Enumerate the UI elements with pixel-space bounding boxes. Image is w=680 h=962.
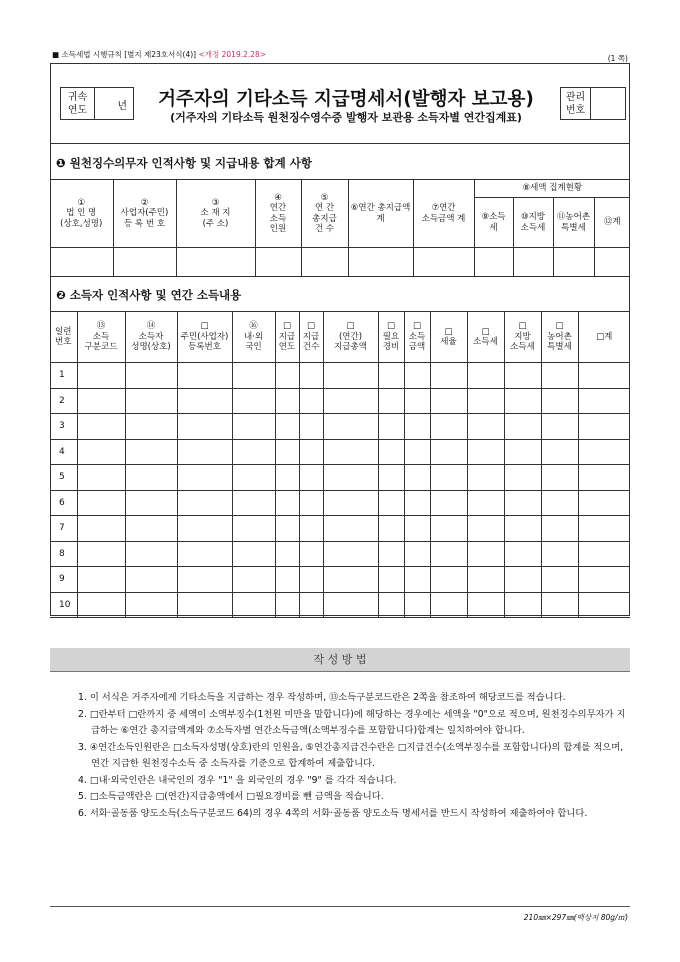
income-col-header-line: ⑯ <box>249 321 258 332</box>
instruction-item: 1. 이 서식은 거주자에게 기타소득을 지급하는 경우 작성하며, ⑬소득구분코드란은 2쪽을 참조하여 해당코드를 적습니다. <box>78 692 566 703</box>
income-entry-cell[interactable] <box>467 414 504 440</box>
income-col-header-line: ⑭ <box>146 321 156 332</box>
income-entry-cell[interactable] <box>125 414 177 440</box>
income-col-header-line: (연간) <box>338 331 363 342</box>
row-number: 1 <box>50 363 77 389</box>
col-tax-total: ⑫계 <box>594 198 630 248</box>
income-col-header-line: □ <box>306 321 316 332</box>
address-cell[interactable] <box>176 248 255 277</box>
instruction-item: 5. □소득금액란은 □(연간)지급총액에서 □필요경비를 뺀 금액을 적습니다. <box>78 791 384 802</box>
income-entry-cell[interactable] <box>430 490 467 516</box>
income-entry-cell[interactable] <box>232 465 275 491</box>
col-local-tax: ⑩지방 소득세 <box>513 198 553 248</box>
col-total-income: ⑦연간 소득금액 계 <box>413 180 474 248</box>
income-entry-cell[interactable] <box>541 541 578 567</box>
income-entry-cell[interactable] <box>177 567 232 593</box>
income-entry-cell[interactable] <box>504 516 541 542</box>
income-entry-cell[interactable] <box>467 567 504 593</box>
income-entry-cell[interactable] <box>541 465 578 491</box>
income-entry-cell[interactable] <box>404 541 430 567</box>
income-entry-cell[interactable] <box>125 388 177 414</box>
income-entry-cell[interactable] <box>378 490 404 516</box>
income-entry-cell[interactable] <box>467 490 504 516</box>
income-entry-cell[interactable] <box>578 592 630 618</box>
income-entry-cell[interactable] <box>232 541 275 567</box>
income-entry-cell[interactable] <box>430 414 467 440</box>
income-entry-cell[interactable] <box>177 592 232 618</box>
income-entry-cell[interactable] <box>299 567 323 593</box>
income-col-header-line: 소득 <box>408 331 426 342</box>
income-col-header-line: 구분코드 <box>84 342 118 353</box>
income-col-header <box>378 312 404 363</box>
income-col-header <box>125 312 177 363</box>
income-entry-cell[interactable] <box>404 439 430 465</box>
income-col-header <box>404 312 430 363</box>
income-entry-cell[interactable] <box>467 465 504 491</box>
income-entry-cell[interactable] <box>467 516 504 542</box>
income-entry-cell[interactable] <box>177 388 232 414</box>
income-col-header-line: □ <box>412 321 422 332</box>
income-entry-cell[interactable] <box>177 439 232 465</box>
income-entry-cell[interactable] <box>578 541 630 567</box>
income-entry-cell[interactable] <box>467 388 504 414</box>
total-income-cell[interactable] <box>413 248 474 277</box>
income-col-header-line: □ <box>444 326 453 337</box>
income-entry-cell[interactable] <box>541 490 578 516</box>
annual-earners-cell[interactable] <box>255 248 301 277</box>
income-col-header <box>430 312 467 363</box>
income-entry-cell[interactable] <box>232 592 275 618</box>
income-entry-cell[interactable] <box>323 567 378 593</box>
income-entry-cell[interactable] <box>125 490 177 516</box>
income-entry-cell[interactable] <box>177 490 232 516</box>
income-col-header-line: 번호 <box>55 337 72 347</box>
income-entry-cell[interactable] <box>541 516 578 542</box>
income-entry-cell[interactable] <box>177 363 232 389</box>
income-col-header-line: 내·외 <box>243 331 264 342</box>
form-reference-text: ■ 소득세법 시행규칙 [별지 제23호서식(4)] <box>52 50 197 59</box>
income-entry-cell[interactable] <box>177 414 232 440</box>
income-entry-cell[interactable] <box>578 363 630 389</box>
income-entry-cell[interactable] <box>299 516 323 542</box>
tax-total-cell[interactable] <box>594 248 630 277</box>
income-entry-cell[interactable] <box>378 567 404 593</box>
income-entry-cell[interactable] <box>404 516 430 542</box>
instruction-item: 3. ④연간소득인원란은 □소득자성명(상호)란의 인원을, ⑤연간총지급건수란은 □지급건수(소액부징수를 포함합니다)의 합계를 적으며, 연간 지급한 원천징수소득 중 소득자를 기준으로 합계하여 제출합니다. <box>78 741 624 769</box>
income-entry-cell[interactable] <box>578 567 630 593</box>
income-entry-cell[interactable] <box>378 592 404 618</box>
income-entry-cell[interactable] <box>430 567 467 593</box>
income-entry-cell[interactable] <box>430 592 467 618</box>
income-col-header-line: 필요 <box>382 331 400 342</box>
income-entry-cell[interactable] <box>275 490 299 516</box>
income-col-header-line: 연도 <box>278 342 296 353</box>
instructions-list <box>78 690 630 822</box>
income-entry-cell[interactable] <box>232 439 275 465</box>
col-total-paid: ⑥연간 총지급액 계 <box>348 180 413 248</box>
income-col-header-line: 등록번호 <box>188 342 221 353</box>
income-entry-cell[interactable] <box>299 465 323 491</box>
income-entry-cell[interactable] <box>77 363 125 389</box>
income-col-header <box>467 312 504 363</box>
income-entry-cell[interactable] <box>404 465 430 491</box>
income-entry-cell[interactable] <box>504 490 541 516</box>
col-annual-earners: ④ 연간 소득 인원 <box>255 180 301 248</box>
title-block <box>50 63 630 144</box>
col-company-name: ① 법 인 명 (상호,성명) <box>50 180 113 248</box>
income-entry-cell[interactable] <box>504 414 541 440</box>
income-col-header <box>77 312 125 363</box>
income-entry-cell[interactable] <box>77 414 125 440</box>
income-entry-cell[interactable] <box>504 567 541 593</box>
income-entry-cell[interactable] <box>177 465 232 491</box>
table-row <box>50 592 630 618</box>
income-col-header <box>578 312 630 363</box>
section2-title: ❷ 소득자 인적사항 및 연간 소득내용 <box>56 288 242 302</box>
income-col-header <box>323 312 378 363</box>
instructions-heading: 작 성 방 법 <box>313 653 367 666</box>
tax-summary-group: ⑧세액 집계현황 <box>474 180 630 198</box>
col-business-number: ② 사업자(주민) 등 록 번 호 <box>113 180 176 248</box>
income-entry-cell[interactable] <box>299 388 323 414</box>
income-entry-cell[interactable] <box>77 388 125 414</box>
income-entry-cell[interactable] <box>378 363 404 389</box>
income-col-header <box>299 312 323 363</box>
income-entry-cell[interactable] <box>77 490 125 516</box>
income-entry-cell[interactable] <box>299 592 323 618</box>
table-row <box>50 388 630 414</box>
income-entry-cell[interactable] <box>275 516 299 542</box>
annual-payments-cell[interactable] <box>301 248 348 277</box>
income-entry-cell[interactable] <box>323 465 378 491</box>
income-entry-cell[interactable] <box>430 516 467 542</box>
amend-date: <개정 2019.2.28> <box>198 50 267 59</box>
mgmt-number-box <box>560 87 626 120</box>
income-col-header-line: ⑬ <box>96 321 106 332</box>
income-col-header-line: 경비 <box>382 342 400 353</box>
income-entry-cell[interactable] <box>77 439 125 465</box>
income-entry-cell[interactable] <box>323 490 378 516</box>
income-col-header <box>504 312 541 363</box>
income-entry-cell[interactable] <box>77 516 125 542</box>
income-entry-cell[interactable] <box>275 541 299 567</box>
year-box <box>60 87 134 120</box>
income-col-header-line: 지급총액 <box>334 342 367 353</box>
col-rural-tax: ⑪농어촌 특별세 <box>553 198 594 248</box>
col-annual-payments: ⑤ 연 간 총지급 건 수 <box>301 180 348 248</box>
income-entry-cell[interactable] <box>378 414 404 440</box>
income-col-header <box>50 312 77 363</box>
income-entry-cell[interactable] <box>232 363 275 389</box>
income-col-header <box>275 312 299 363</box>
income-col-header-line: 주민(사업자) <box>180 331 229 342</box>
income-entry-cell[interactable] <box>323 388 378 414</box>
year-label-2: 연도 <box>67 105 88 116</box>
income-entry-cell[interactable] <box>404 567 430 593</box>
income-entry-cell[interactable] <box>378 388 404 414</box>
income-tax-cell[interactable] <box>474 248 513 277</box>
income-entry-cell[interactable] <box>378 465 404 491</box>
income-entry-cell[interactable] <box>232 388 275 414</box>
income-entry-cell[interactable] <box>404 490 430 516</box>
income-entry-cell[interactable] <box>275 388 299 414</box>
income-entry-cell[interactable] <box>323 516 378 542</box>
income-col-header-line: 건수 <box>302 342 320 353</box>
local-tax-cell[interactable] <box>513 248 553 277</box>
income-col-header-line: 소득자 <box>138 331 164 342</box>
income-col-header-line: □ <box>481 326 490 337</box>
income-entry-cell[interactable] <box>430 363 467 389</box>
income-col-header-line: □ <box>518 321 527 332</box>
income-col-header-line: 소득 <box>92 331 110 342</box>
business-number-cell[interactable] <box>113 248 176 277</box>
income-entry-cell[interactable] <box>232 490 275 516</box>
income-entry-cell[interactable] <box>299 490 323 516</box>
income-entry-cell[interactable] <box>232 516 275 542</box>
table-row <box>50 516 630 542</box>
instruction-item: 2. □란부터 □란까지 중 세액이 소액부징수(1천원 미만을 말합니다)에 해당하는 경우에는 세액을 "0"으로 적으며, 원천징수의무자가 지급하는 ⑥연간 총지급액계와 ⑦소득자별 연간소득금액(소액부징수를 포함합니다)합계는 일치하여야 합니다. <box>78 708 626 736</box>
income-entry-cell[interactable] <box>275 414 299 440</box>
row-number: 9 <box>50 567 77 593</box>
income-entry-cell[interactable] <box>125 465 177 491</box>
income-entry-cell[interactable] <box>541 439 578 465</box>
withholder-summary-table <box>50 179 630 277</box>
income-entry-cell[interactable] <box>177 516 232 542</box>
income-entry-cell[interactable] <box>504 541 541 567</box>
col-income-tax: ⑨소득 세 <box>474 198 513 248</box>
table-row <box>50 567 630 593</box>
income-entry-cell[interactable] <box>299 414 323 440</box>
income-col-header-line: 국인 <box>245 342 262 353</box>
income-entry-cell[interactable] <box>404 363 430 389</box>
income-entry-cell[interactable] <box>323 414 378 440</box>
income-entry-cell[interactable] <box>467 541 504 567</box>
mgmt-label: 관리 <box>565 92 586 103</box>
earner-income-table <box>50 311 630 618</box>
form-title: 거주자의 기타소득 지급명세서(발행자 보고용) <box>158 89 534 110</box>
income-entry-cell[interactable] <box>541 592 578 618</box>
income-entry-cell[interactable] <box>467 592 504 618</box>
income-col-header-line: 세율 <box>440 337 457 347</box>
income-entry-cell[interactable] <box>404 388 430 414</box>
row-number: 3 <box>50 414 77 440</box>
income-col-header-line: □ <box>282 321 292 332</box>
income-entry-cell[interactable] <box>275 592 299 618</box>
table-row <box>50 414 630 440</box>
footer-rule <box>50 906 630 907</box>
income-entry-cell[interactable] <box>125 516 177 542</box>
income-entry-cell[interactable] <box>504 592 541 618</box>
page-number: (1 쪽) <box>607 54 628 63</box>
form-reference <box>52 49 266 60</box>
income-entry-cell[interactable] <box>541 388 578 414</box>
year-label: 귀속 <box>67 92 88 103</box>
income-entry-cell[interactable] <box>177 541 232 567</box>
income-entry-cell[interactable] <box>404 592 430 618</box>
income-entry-cell[interactable] <box>541 414 578 440</box>
income-entry-cell[interactable] <box>504 363 541 389</box>
instruction-item: 6. 서화·골동품 양도소득(소득구분코드 64)의 경우 4쪽의 서화·골동품 양도소득 명세서를 반드시 작성하여 제출하여야 합니다. <box>78 807 588 819</box>
income-entry-cell[interactable] <box>232 414 275 440</box>
income-entry-cell[interactable] <box>504 465 541 491</box>
income-entry-cell[interactable] <box>323 439 378 465</box>
income-entry-cell[interactable] <box>299 541 323 567</box>
income-entry-cell[interactable] <box>77 567 125 593</box>
income-entry-cell[interactable] <box>430 465 467 491</box>
instructions-heading-bar <box>50 648 630 672</box>
total-paid-cell[interactable] <box>348 248 413 277</box>
income-entry-cell[interactable] <box>275 465 299 491</box>
section1-title: ❶ 원천징수의무자 인적사항 및 지급내용 합계 사항 <box>56 156 312 170</box>
income-entry-cell[interactable] <box>125 439 177 465</box>
table-row <box>50 490 630 516</box>
instruction-item: 4. □내·외국인란은 내국인의 경우 "1" 을 외국인의 경우 "9" 를 각각 적습니다. <box>78 774 397 786</box>
year-suffix: 년 <box>117 101 127 112</box>
income-entry-cell[interactable] <box>578 439 630 465</box>
income-entry-cell[interactable] <box>504 388 541 414</box>
company-name-cell[interactable] <box>50 248 113 277</box>
income-entry-cell[interactable] <box>299 439 323 465</box>
income-entry-cell[interactable] <box>378 439 404 465</box>
rural-tax-cell[interactable] <box>553 248 594 277</box>
income-entry-cell[interactable] <box>404 414 430 440</box>
income-col-header-line: 특별세 <box>547 342 572 353</box>
income-entry-cell[interactable] <box>578 414 630 440</box>
income-col-header-line: □ <box>555 321 564 332</box>
income-col-header <box>177 312 232 363</box>
income-col-header-line: 농어촌 <box>547 331 572 342</box>
table-row <box>50 363 630 389</box>
paper-spec: 210㎜×297㎜(백상지 80g/㎡) <box>523 913 628 922</box>
income-col-header-line: 소득세 <box>510 342 535 353</box>
income-entry-cell[interactable] <box>323 592 378 618</box>
row-number: 7 <box>50 516 77 542</box>
income-entry-cell[interactable] <box>541 363 578 389</box>
income-col-header-line: □ <box>386 321 396 332</box>
income-entry-cell[interactable] <box>232 567 275 593</box>
income-entry-cell[interactable] <box>578 490 630 516</box>
income-entry-cell[interactable] <box>125 363 177 389</box>
row-number: 5 <box>50 465 77 491</box>
row-number: 8 <box>50 541 77 567</box>
income-entry-cell[interactable] <box>275 567 299 593</box>
income-col-header-line: 지방 <box>514 331 531 342</box>
income-col-header-line: 금액 <box>408 342 426 353</box>
income-entry-cell[interactable] <box>299 363 323 389</box>
summary-entry-row <box>50 248 630 277</box>
income-entry-cell[interactable] <box>77 541 125 567</box>
mgmt-label-2: 번호 <box>565 105 586 116</box>
income-col-header-line: 지급 <box>302 331 320 342</box>
income-entry-cell[interactable] <box>578 465 630 491</box>
income-col-header-line: 지급 <box>278 331 296 342</box>
income-col-header-line: 일련 <box>55 326 72 337</box>
income-entry-cell[interactable] <box>467 439 504 465</box>
row-number: 6 <box>50 490 77 516</box>
income-col-header-line: □ <box>346 321 355 332</box>
income-col-header-line: 성명(상호) <box>131 342 171 353</box>
income-entry-cell[interactable] <box>323 363 378 389</box>
col-address: ③ 소 재 지 (주 소) <box>176 180 255 248</box>
row-number: 4 <box>50 439 77 465</box>
income-entry-cell[interactable] <box>430 541 467 567</box>
table-row <box>50 439 630 465</box>
table-row <box>50 541 630 567</box>
income-entry-cell[interactable] <box>125 541 177 567</box>
income-entry-cell[interactable] <box>323 541 378 567</box>
income-entry-cell[interactable] <box>275 439 299 465</box>
income-entry-cell[interactable] <box>77 592 125 618</box>
row-number: 2 <box>50 388 77 414</box>
income-col-header-line: □ <box>200 321 209 332</box>
income-entry-cell[interactable] <box>430 388 467 414</box>
income-entry-cell[interactable] <box>378 516 404 542</box>
income-entry-cell[interactable] <box>125 567 177 593</box>
income-entry-cell[interactable] <box>275 363 299 389</box>
income-entry-cell[interactable] <box>378 541 404 567</box>
income-col-header-line: □계 <box>596 331 613 342</box>
income-col-header-line: 소득세 <box>473 337 498 347</box>
income-entry-cell[interactable] <box>578 516 630 542</box>
income-entry-cell[interactable] <box>578 388 630 414</box>
income-entry-cell[interactable] <box>430 439 467 465</box>
income-entry-cell[interactable] <box>125 592 177 618</box>
table-row <box>50 465 630 491</box>
income-col-header <box>541 312 578 363</box>
income-entry-cell[interactable] <box>504 439 541 465</box>
income-entry-cell[interactable] <box>467 363 504 389</box>
income-entry-cell[interactable] <box>77 465 125 491</box>
income-entry-cell[interactable] <box>541 567 578 593</box>
form-subtitle: (거주자의 기타소득 원천징수영수증 발행자 보관용 소득자별 연간집계표) <box>170 111 522 124</box>
income-col-header <box>232 312 275 363</box>
row-number: 10 <box>50 592 77 618</box>
